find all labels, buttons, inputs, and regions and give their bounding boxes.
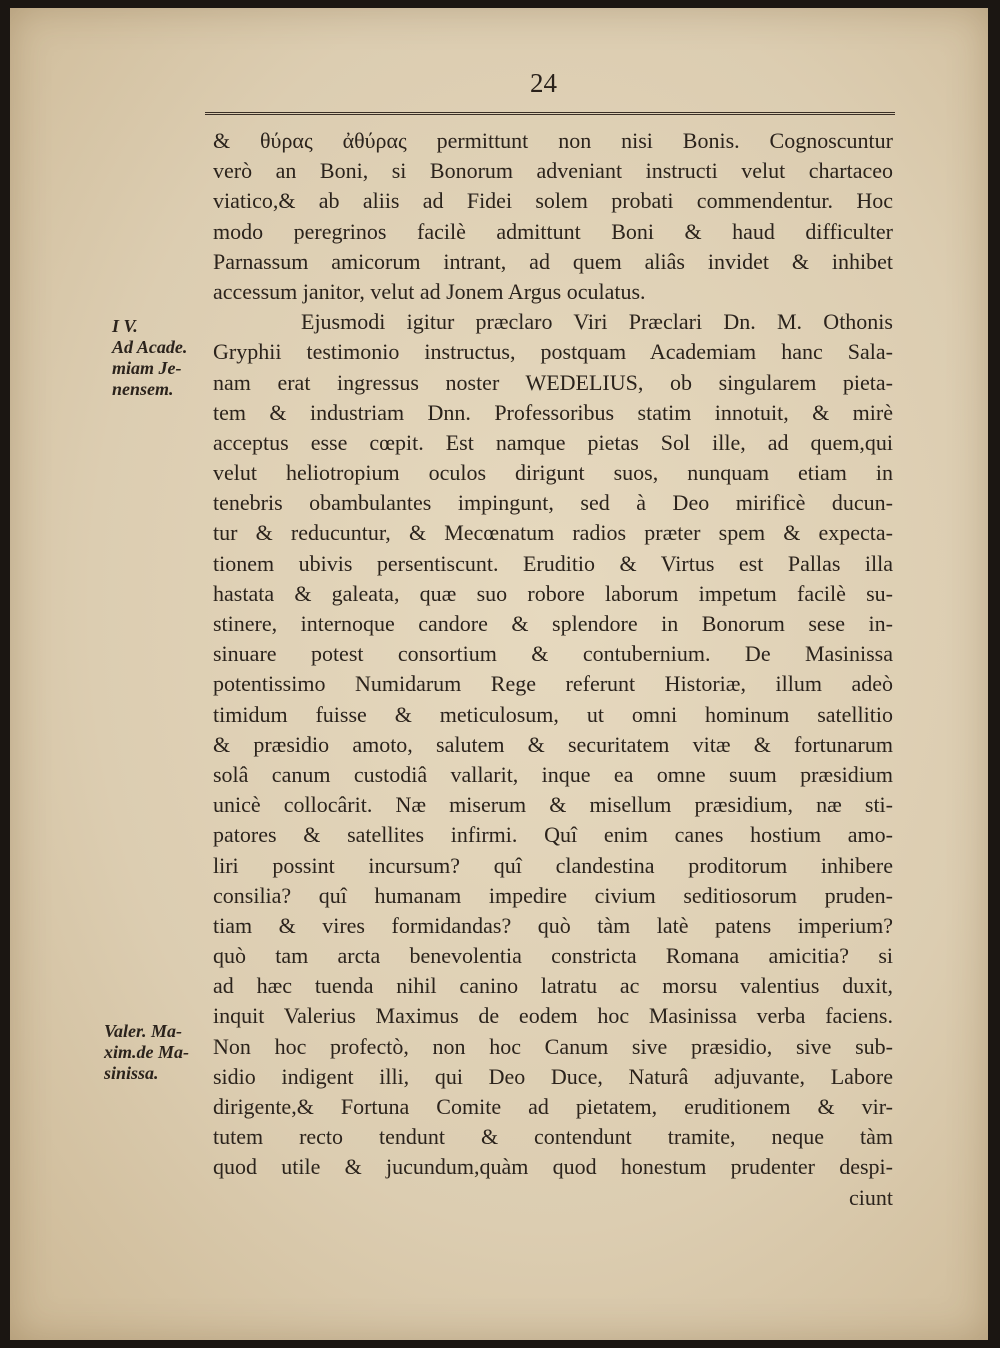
text-line: consilia? quî humanam impedire civium seditiosorum pruden- bbox=[213, 882, 893, 908]
text-line: solâ canum custodiâ vallarit, inque ea omne suum præsidium bbox=[213, 761, 893, 787]
text-line: & præsidio amoto, salutem & securitatem vitæ & fortunarum bbox=[213, 731, 893, 757]
text-line: velut heliotropium oculos dirigunt suos, nunquam etiam in bbox=[213, 460, 893, 486]
margin-note-line: miam Je- bbox=[112, 358, 182, 378]
margin-note-academy bbox=[112, 316, 212, 400]
book-page bbox=[10, 8, 988, 1340]
text-line: viatico,& ab aliis ad Fidei solem probati commendentur. Hoc bbox=[213, 188, 893, 214]
text-line: tenebris obambulantes impingunt, sed à Deo mirificè ducun- bbox=[213, 490, 893, 516]
text-line: quod utile & jucundum,quàm quod honestum prudenter despi- bbox=[213, 1154, 893, 1180]
text-line: potentissimo Numidarum Rege referunt Historiæ, illum adeò bbox=[213, 671, 893, 697]
text-line: modo peregrinos facilè admittunt Boni & haud difficulter bbox=[213, 218, 893, 244]
text-line: patores & satellites infirmi. Quî enim canes hostium amo- bbox=[213, 822, 893, 848]
text-line: timidum fuisse & meticulosum, ut omni hominum satellitio bbox=[213, 701, 893, 727]
text-line: Non hoc profectò, non hoc Canum sive præsidio, sive sub- bbox=[213, 1033, 893, 1059]
text-line: tionem ubivis persentiscunt. Eruditio & Virtus est Pallas illa bbox=[213, 550, 893, 576]
text-line: ad hæc tuenda nihil canino latratu ac morsu valentius duxit, bbox=[213, 973, 893, 999]
margin-note-valerius bbox=[104, 1021, 216, 1084]
text-line: tutem recto tendunt & contendunt tramite, neque tàm bbox=[213, 1124, 893, 1150]
text-line: inquit Valerius Maximus de eodem hoc Masinissa verba faciens. bbox=[213, 1003, 893, 1029]
text-line: Ejusmodi igitur præclaro Viri Præclari Dn. M. Othonis bbox=[301, 309, 893, 335]
margin-note-line: nensem. bbox=[112, 379, 174, 399]
text-line: dirigente,& Fortuna Comite ad pietatem, eruditionem & vir- bbox=[213, 1094, 893, 1119]
text-line: nam erat ingressus noster WEDELIUS, ob singularem pieta- bbox=[213, 369, 893, 395]
text-line: acceptus esse cœpit. Est namque pietas Sol ille, ad quem,qui bbox=[213, 429, 893, 455]
margin-note-line: Valer. Ma- bbox=[104, 1021, 183, 1041]
margin-note-line: I V. bbox=[112, 316, 138, 336]
text-line: tiam & vires formidandas? quò tàm latè patens imperium? bbox=[213, 912, 893, 938]
text-line: liri possint incursum? quî clandestina proditorum inhibere bbox=[213, 852, 893, 878]
text-line: verò an Boni, si Bonorum adveniant instructi velut chartaceo bbox=[213, 158, 893, 184]
text-line: unicè collocârit. Næ miserum & misellum præsidium, næ sti- bbox=[213, 792, 893, 818]
text-line: accessum janitor, velut ad Jonem Argus oculatus. bbox=[213, 278, 646, 304]
body-text bbox=[213, 126, 893, 1213]
margin-note-line: Ad Acade. bbox=[112, 337, 188, 357]
page-number: 24 bbox=[530, 68, 557, 98]
margin-note-line: sinissa. bbox=[104, 1063, 159, 1083]
text-line: sidio indigent illi, qui Deo Duce, Naturâ adjuvante, Labore bbox=[213, 1063, 893, 1089]
text-line: Parnassum amicorum intrant, ad quem aliâs invidet & inhibet bbox=[213, 248, 893, 274]
text-line: quò tam arcta benevolentia constricta Romana amicitia? si bbox=[213, 943, 893, 969]
margin-note-line: xim.de Ma- bbox=[104, 1042, 189, 1062]
text-line: tur & reducuntur, & Mecœnatum radios præter spem & expecta- bbox=[213, 520, 893, 546]
text-line: tem & industriam Dnn. Professoribus statim innotuit, & mirè bbox=[213, 399, 893, 425]
text-line: ciunt bbox=[849, 1184, 893, 1210]
text-line: stinere, internoque candore & splendore in Bonorum sese in- bbox=[213, 611, 893, 636]
text-line: & θύρας ἀθύρας permittunt non nisi Bonis. Cognoscuntur bbox=[213, 128, 893, 153]
text-line: Gryphii testimonio instructus, postquam Academiam hanc Sala- bbox=[213, 339, 893, 365]
text-line: hastata & galeata, quæ suo robore laborum impetum facilè su- bbox=[213, 580, 893, 606]
text-line: sinuare potest consortium & contubernium. De Masinissa bbox=[213, 641, 893, 667]
header-rule bbox=[205, 112, 895, 115]
